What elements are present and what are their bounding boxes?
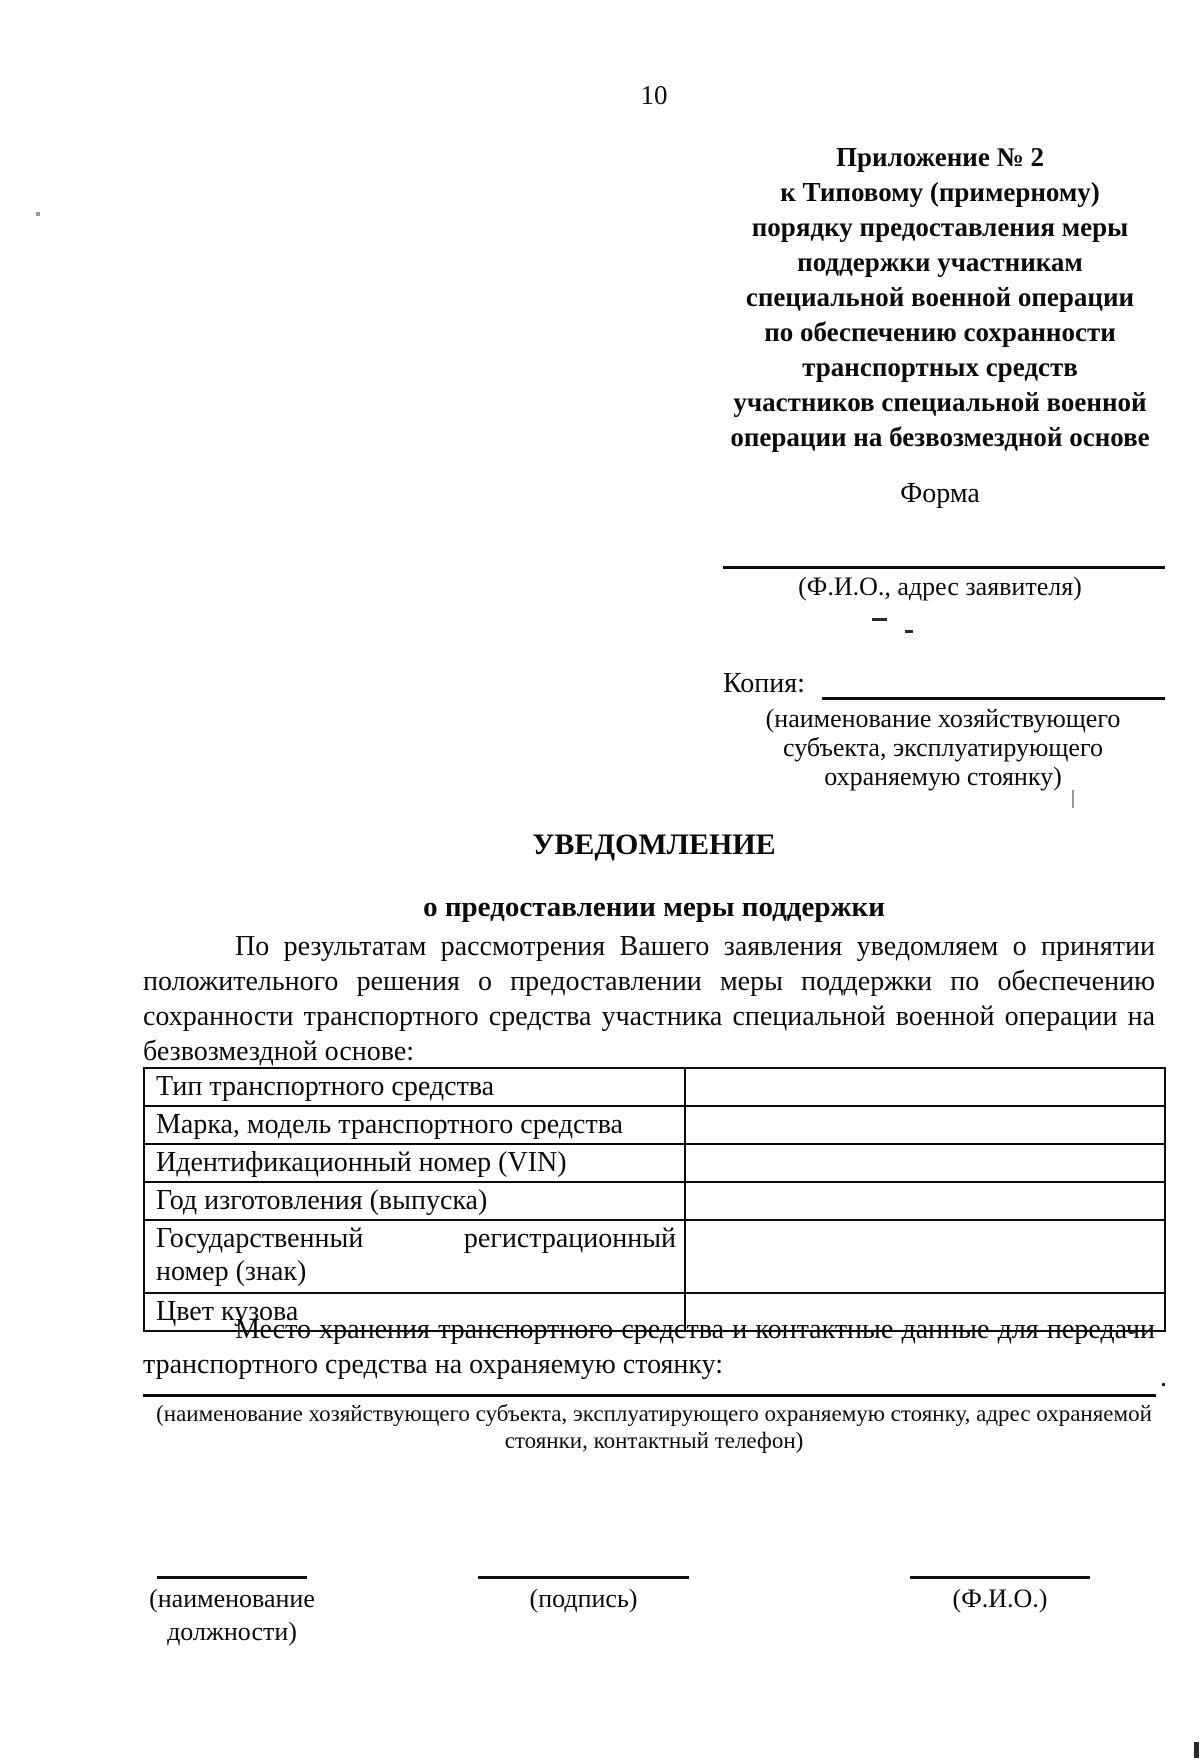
appendix-line: транспортных средств — [802, 352, 1078, 382]
table-row — [144, 1220, 1165, 1293]
position-caption: (наименование должности) — [149, 1584, 315, 1646]
storage-paragraph: Место хранения транспортного средства и контактные данные для передачи транспортного средства на охраняемую стоянку: — [143, 1314, 1155, 1380]
document-title: УВЕДОМЛЕНИЕ — [532, 828, 776, 861]
applicant-blank-line — [723, 540, 1165, 569]
scan-speck — [1072, 790, 1074, 808]
table-row — [144, 1182, 1165, 1220]
storage-line-period: . — [1160, 1362, 1167, 1393]
signature-caption: (подпись) — [529, 1584, 638, 1613]
intro-paragraph: По результатам рассмотрения Вашего заявления уведомляем о принятии положительного решения о предоставлении меры поддержки по обеспечению сохранности транспортного средства участника специальной военной операции на безвозмездной основе: — [143, 931, 1155, 1067]
row-label: Идентификационный номер (VIN) — [144, 1144, 685, 1182]
appendix-line: операции на безвозмездной основе — [730, 422, 1150, 452]
copy-caption — [700, 704, 1186, 791]
appendix-line: специальной военной операции — [745, 282, 1135, 312]
row-label: Год изготовления (выпуска) — [144, 1182, 685, 1220]
appendix-line: участников специальной военной — [733, 387, 1147, 417]
row-value-cell — [685, 1182, 1165, 1220]
scan-speck — [1194, 1742, 1199, 1758]
row-value-cell — [685, 1068, 1165, 1106]
scan-speck — [905, 630, 913, 633]
row-label-line: номер (знак) — [156, 1256, 307, 1287]
copy-caption-line: субъекта, эксплуатирующего — [783, 733, 1103, 762]
appendix-line: к Типовому (примерному) — [780, 177, 1100, 207]
appendix-line: порядку предоставления меры — [751, 212, 1129, 242]
row-label: Цвет кузова — [144, 1293, 685, 1331]
table-row — [144, 1068, 1165, 1106]
row-value-cell — [685, 1106, 1165, 1144]
copy-caption-line: охраняемую стоянку) — [824, 762, 1062, 791]
table-row — [144, 1106, 1165, 1144]
row-label: Тип транспортного средства — [144, 1068, 685, 1106]
storage-caption: (наименование хозяйствующего субъекта, эксплуатирующего охраняемую стоянку, адрес охраняемой стоянки, контактный телефон) — [156, 1401, 1152, 1453]
row-label: Марка, модель транспортного средства — [144, 1106, 685, 1144]
appendix-line: по обеспечению сохранности — [764, 317, 1116, 347]
fullname-caption: (Ф.И.О.) — [952, 1584, 1048, 1613]
copy-label: Копия: — [723, 668, 805, 699]
form-label: Форма — [900, 478, 980, 509]
appendix-line: поддержки участникам — [797, 247, 1083, 277]
row-value-cell — [685, 1220, 1165, 1293]
fullname-blank-line — [910, 1550, 1090, 1579]
vehicle-table — [143, 1067, 1166, 1332]
copy-blank-line — [822, 670, 1165, 700]
storage-blank-line — [143, 1368, 1156, 1397]
document-subtitle: о предоставлении меры поддержки — [423, 891, 885, 923]
appendix-line: Приложение № 2 — [836, 142, 1044, 172]
row-label — [144, 1220, 685, 1293]
copy-caption-line: (наименование хозяйствующего — [765, 704, 1121, 733]
table-row — [144, 1144, 1165, 1182]
page-number: 10 — [640, 80, 668, 110]
signature-blank-line — [478, 1550, 689, 1579]
row-label-line: Государственный регистрационный — [156, 1223, 676, 1254]
scan-speck — [36, 212, 40, 216]
row-value-cell — [685, 1144, 1165, 1182]
scan-speck — [872, 618, 887, 621]
applicant-caption: (Ф.И.О., адрес заявителя) — [798, 572, 1082, 601]
position-blank-line — [157, 1550, 307, 1579]
appendix-block — [690, 140, 1190, 455]
